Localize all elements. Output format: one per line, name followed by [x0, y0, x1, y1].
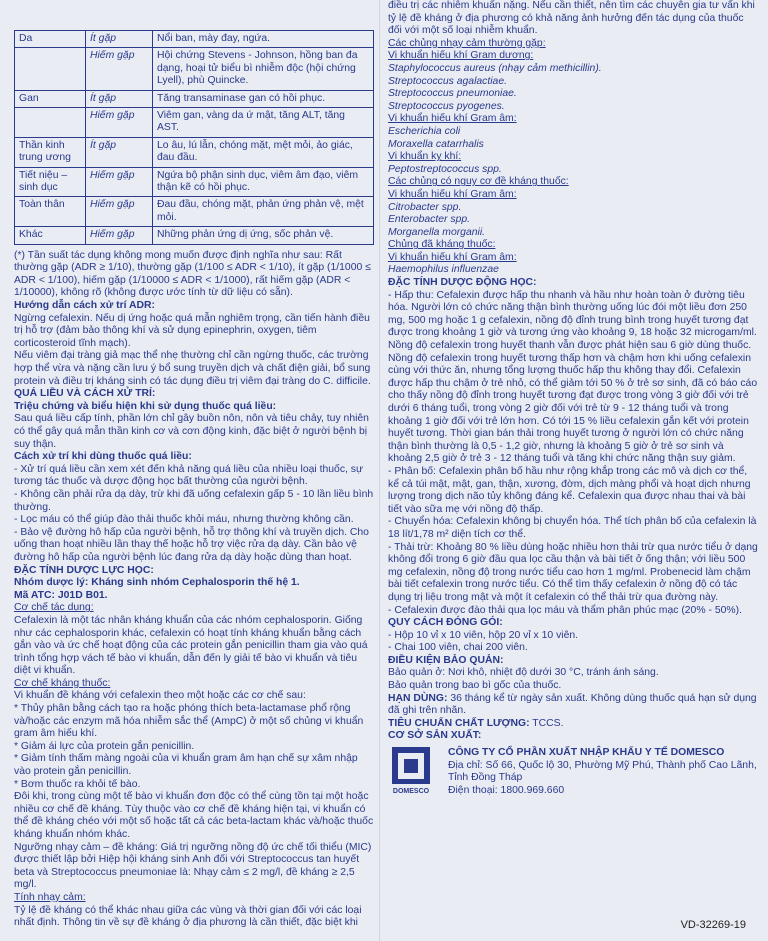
species-item: Streptococcus agalactiae. [388, 75, 507, 87]
inherent-list [388, 264, 758, 277]
symptoms-text: Sau quá liều cấp tính, phần lớn chỉ gây buồn nôn, nôn và tiêu chảy, tuy nhiên có thể gây quá mẫn thần kinh cơ và cơn động kinh, đặc biệt ở người bệnh bị suy thận. [14, 413, 369, 450]
address-line-2: Tỉnh Đồng Tháp [448, 772, 523, 784]
treatment-title: Cách xử trí khi dùng thuốc quá liều: [14, 451, 192, 463]
mechanism-title: Cơ chế tác dụng: [14, 602, 94, 614]
domesco-logo [388, 747, 434, 799]
pk-excretion: - Thải trừ: Khoảng 80 % liều dùng hoặc nhiều hơn thải trừ qua nước tiểu ở dạng không đổi trong 6 giờ đầu qua lọc cầu thận và bài tiết ở ống thận; với liều 500 mg cefalexin, nồng độ trong nước tiểu cao hơn 1 mg/ml. Probenecid làm chậm bài tiết cefalexin trong nước tiểu. Có thể tìm thấy cefalexin ở nồng độ có tác dụng trị liệu trong mật và một ít cefalexin có thể thải trừ qua đường này. [388, 541, 758, 603]
quality-standard [388, 718, 758, 731]
susceptibility-title: Tính nhạy cảm: [14, 891, 86, 903]
storage-2: Bảo quản trong bao bì gốc của thuốc. [388, 680, 562, 692]
adr-frequency: Hiếm gặp [86, 197, 153, 227]
adr-frequency: Hiếm gặp [86, 108, 153, 138]
mechanism-text: Cefalexin là một tác nhân kháng khuẩn của các nhóm cephalosporin. Giống như các cephalosporin khác, cefalexin có hoạt tính kháng khuẩn bằng cách gắn vào và ức chế hoạt động của các protein gắn penicillin tham gia vào quá trình tổng hợp vách tế bào vi khuẩn, dẫn đến ly giải tế bào vi khuẩn và tiêu diệt vi khuẩn. [14, 614, 368, 677]
adr-effect: Lo âu, lú lẫn, chóng mặt, mệt mỏi, ảo giác, đau đầu. [153, 137, 374, 167]
species-item: Peptostreptococcus spp. [388, 163, 502, 175]
adr-row [15, 48, 374, 90]
left-column [14, 0, 374, 930]
pd-title: ĐẶC TÍNH DƯỢC LỰC HỌC: [14, 564, 154, 576]
gram-negative-list [388, 126, 758, 151]
adr-frequency: Ít gặp [86, 31, 153, 48]
storage-1: Bảo quản ở: Nơi khô, nhiệt độ dưới 30 °C, tránh ánh sáng. [388, 667, 659, 679]
adr-frequency: Ít gặp [86, 90, 153, 107]
adr-row [15, 197, 374, 227]
risk-title: Các chủng có nguy cơ đề kháng thuốc: [388, 176, 569, 188]
adr-frequency: Ít gặp [86, 137, 153, 167]
adr-guide-2: Nếu viêm đại tràng giả mạc thể nhẹ thường chỉ cần ngừng thuốc, các trường hợp thể vừa và nặng cần lưu ý bổ sung truyền dịch và chất điện giải, bổ sung protein và điều trị kháng sinh có tác dụng điều trị viêm đại tràng do C. difficile. [14, 350, 371, 387]
adr-row [15, 108, 374, 138]
std-label: TIÊU CHUẨN CHẤT LƯỢNG: [388, 717, 530, 729]
company-name: CÔNG TY CỔ PHẦN XUẤT NHẬP KHẨU Y TẾ DOMESCO [448, 747, 725, 759]
right-column [388, 0, 758, 799]
treatment-3: - Lọc máu có thể giúp đào thải thuốc khỏi máu, nhưng thường không cần. [14, 514, 354, 526]
gram-positive-list [388, 63, 758, 113]
gram-negative-title: Vi khuẩn hiếu khí Gram âm: [388, 113, 517, 125]
shelf-text: 36 tháng kể từ ngày sản xuất. Không dùng thuốc quá hạn sử dụng đã ghi trên nhãn. [388, 692, 757, 717]
species-item: Streptococcus pneumoniae. [388, 88, 517, 100]
resistance-3: * Giảm tính thấm màng ngoài của vi khuẩn gram âm hạn chế sự xâm nhập vào protein gắn penicillin. [14, 753, 358, 778]
adr-organ: Khác [15, 227, 86, 244]
adr-row [15, 167, 374, 197]
species-item: Streptococcus pyogenes. [388, 100, 505, 112]
gram-positive-title: Vi khuẩn hiếu khí Gram dương: [388, 50, 534, 62]
treatment-1: - Xử trí quá liều cần xem xét đến khả năng quá liều của nhiều loại thuốc, sự tương tác thuốc và dược động học bất thường của người bệnh. [14, 463, 363, 488]
adr-footnote: (*) Tần suất tác dụng không mong muốn được định nghĩa như sau: Rất thường gặp (ADR ≥ 1/10), thường gặp (1/100 ≤ ADR < 1/10), ít gặp (1/1000 ≤ ADR < 1/100), hiếm gặp (1/10000 ≤ ADR < 1/1000), rất hiếm gặp (ADR < 1/10000), không rõ (không được ước tính từ dữ liệu có sẵn). [14, 249, 371, 299]
treatment-2: - Không cần phải rửa dạ dày, trừ khi đã uống cefalexin gấp 5 - 10 lần liều bình thường. [14, 488, 374, 513]
pd-group: Nhóm dược lý: Kháng sinh nhóm Cephalosporin thế hệ 1. [14, 577, 300, 589]
resistance-2: * Giảm ái lực của protein gắn penicillin. [14, 740, 195, 752]
species-item: Escherichia coli [388, 125, 461, 137]
manufacturer-title: CƠ SỞ SẢN XUẤT: [388, 730, 482, 742]
manufacturer-block [388, 747, 758, 799]
sensitive-title: Các chủng nhạy cảm thường gặp: [388, 37, 546, 49]
pack-title: QUY CÁCH ĐÓNG GÓI: [388, 617, 503, 629]
symptoms-title: Triệu chứng và biểu hiện khi sử dụng thuốc quá liều: [14, 400, 277, 412]
domesco-logo-icon [392, 747, 430, 784]
adr-row [15, 31, 374, 48]
address-line-1: Địa chỉ: Số 66, Quốc lộ 30, Phường Mỹ Phú, Thành phố Cao Lãnh, [448, 759, 757, 771]
shelf-life [388, 693, 758, 718]
species-item: Enterobacter spp. [388, 214, 471, 226]
resistance-5: Đôi khi, trong cùng một tế bào vi khuẩn đơn độc có thể cùng tồn tại một hoặc nhiều cơ chế đề kháng. Tùy thuộc vào cơ chế đề kháng hiện tại, vi khuẩn có thể đề kháng chéo với một số hoặc tất cả các beta-lactam khác và/hoặc thuốc kháng khuẩn nhóm khác. [14, 791, 374, 840]
continued-text: điều trị các nhiễm khuẩn nặng. Nếu cần thiết, nên tìm các chuyên gia tư vấn khi tỷ lệ đề kháng ở địa phương có khả năng ảnh hưởng đến tác dụng của thuốc đối với một số loại nhiễm khuẩn. [388, 0, 755, 37]
pack-2: - Chai 100 viên, chai 200 viên. [388, 642, 528, 654]
adr-organ: Da [15, 31, 86, 48]
species-item: Citrobacter spp. [388, 201, 462, 213]
adr-guide-title: Hướng dẫn cách xử trí ADR: [14, 300, 155, 312]
adr-organ: Tiết niệu – sinh dục [15, 167, 86, 197]
adr-frequency: Hiếm gặp [86, 48, 153, 90]
adr-effect: Những phản ứng dị ứng, sốc phản vệ. [153, 227, 374, 244]
resistance-1: * Thủy phân bằng cách tạo ra hoặc phóng thích beta-lactamase phổ rộng và/hoặc các enzym mã hóa nhiễm sắc thể (AmpC) ở một số chủng vi khuẩn gram âm hiếu khí. [14, 703, 364, 740]
adr-organ [15, 48, 86, 90]
anaerobic-title: Vi khuẩn kỵ khí: [388, 151, 462, 163]
std-text: TCCS. [532, 717, 564, 729]
page-fold [379, 0, 380, 941]
breakpoint-text: Ngưỡng nhạy cảm – đề kháng: Giá trị ngưỡng nồng độ ức chế tối thiểu (MIC) được thiết lập bởi Hiệp hội kháng sinh Anh đối với Streptococcus tan huyết beta và Streptococcus pneumoniae là: Nhạy cảm ≤ 2 mg/l, đề kháng ≥ 2,5 mg/l. [14, 841, 372, 891]
resistance-4: * Bơm thuốc ra khỏi tế bào. [14, 778, 141, 790]
adr-organ: Thần kinh trung ương [15, 137, 86, 167]
registration-number: VD-32269-19 [680, 919, 746, 931]
pk-absorption: - Hấp thu: Cefalexin được hấp thu nhanh và hầu như hoàn toàn ở đường tiêu hóa. Người lớn có chức năng thận bình thường uống lúc đói một liều đơn 250 mg, 500 mg hoặc 1 g cefalexin, nồng độ đỉnh trung bình trong huyết tương đạt được trong khoảng 1 giờ và tương ứng vào khoảng 9, 18 hoặc 32 microgam/ml. Nồng độ cefalexin trong huyết thanh vẫn được phát hiện sau 6 giờ dùng thuốc. Nồng độ cefalexin trong huyết tương thấp hơn và chậm hơn khi uống cefalexin cùng với thức ăn, nhưng tổng lượng thuốc hấp thu không thay đổi. Cefalexin được hấp thu chậm ở trẻ nhỏ, có thể giảm tới 50 % ở trẻ sơ sinh, đã có báo cáo cho thấy nồng độ đỉnh trong huyết tương đạt được trong vòng 3 giờ đối với trẻ dưới 6 tháng tuổi, trong vòng 2 giờ đối với trẻ từ 9 - 12 tháng tuổi và trong khoảng 1 giờ đối với trẻ lớn hơn. Có tới 15 % liều cefalexin gắn kết với protein huyết tương. Thời gian bán thải trong huyết tương ở người lớn có chức năng thận bình thường là 0,5 - 1,2 giờ, nhưng là khoảng 5 giờ ở trẻ sơ sinh và khoảng 2,5 giờ ở trẻ 3 - 12 tháng tuổi và tăng khi chức năng thận suy giảm. [388, 289, 758, 465]
species-item: Morganella morganii. [388, 226, 486, 238]
resistance-title: Cơ chế kháng thuốc: [14, 677, 111, 689]
adr-row [15, 227, 374, 244]
risk-gram-negative: Vi khuẩn hiếu khí Gram âm: [388, 188, 517, 200]
storage-title: ĐIỀU KIỆN BẢO QUẢN: [388, 654, 504, 666]
adr-organ [15, 108, 86, 138]
risk-list [388, 202, 758, 240]
pk-distribution: - Phân bố: Cefalexin phân bố hầu như rộng khắp trong các mô và dịch cơ thể, kể cả túi mật, mật, gan, thận, xương, đờm, dịch màng phổi và hoạt dịch nhưng lượng trong dịch não tủy không đáng kể. Cefalexin qua được nhau thai và bài tiết vào sữa mẹ với nồng độ thấp. [388, 465, 751, 515]
shelf-label: HẠN DÙNG: [388, 692, 448, 704]
adr-organ: Toàn thân [15, 197, 86, 227]
pk-dialysis: - Cefalexin được đào thải qua lọc máu và thẩm phân phúc mạc (20% - 50%). [388, 604, 742, 616]
pk-metabolism: - Chuyển hóa: Cefalexin không bị chuyển hóa. Thể tích phân bố của cefalexin là 18 lít/1,78 m² diện tích cơ thể. [388, 516, 757, 540]
susceptibility-text: Tỷ lệ đề kháng có thể khác nhau giữa các vùng và thời gian đối với các loại nhất định. Thông tin về sự đề kháng ở địa phương là cần thiết, đặc biệt khi [14, 904, 362, 929]
anaerobic-list [388, 164, 758, 177]
adr-effect: Đau đầu, chóng mặt, phản ứng phản vệ, mệt mỏi. [153, 197, 374, 227]
pk-title: ĐẶC TÍNH DƯỢC ĐỘNG HỌC: [388, 277, 537, 289]
treatment-4: - Bảo vệ đường hô hấp của người bệnh, hỗ trợ thông khí và truyền dịch. Cho uống than hoạt nhiều lần thay thế hoặc hỗ trợ việc rửa dạ dày. Cần bảo vệ đường hô hấp của người bệnh lúc đang rửa dạ dày hoặc dùng than hoạt. [14, 526, 369, 563]
logo-text: DOMESCO [392, 788, 430, 796]
adr-effect: Ngứa bộ phận sinh dục, viêm âm đạo, viêm thận kẽ có hồi phục. [153, 167, 374, 197]
adr-frequency: Hiếm gặp [86, 167, 153, 197]
inherent-gram-negative: Vi khuẩn hiếu khí Gram âm: [388, 251, 517, 263]
pd-atc: Mã ATC: J01D B01. [14, 589, 108, 601]
adr-row [15, 137, 374, 167]
pack-1: - Hộp 10 vỉ x 10 viên, hộp 20 vỉ x 10 viên. [388, 629, 579, 641]
adr-row [15, 90, 374, 107]
adr-frequency: Hiếm gặp [86, 227, 153, 244]
species-item: Moraxella catarrhalis [388, 138, 484, 150]
adr-organ: Gan [15, 90, 86, 107]
species-item: Haemophilus influenzae [388, 264, 499, 276]
adr-effect: Hội chứng Stevens - Johnson, hồng ban đa dạng, hoại tử biểu bì nhiễm độc (hội chứng Lyell), phù Quincke. [153, 48, 374, 90]
adr-effect: Tăng transaminase gan có hồi phục. [153, 90, 374, 107]
adr-effect: Viêm gan, vàng da ứ mật, tăng ALT, tăng AST. [153, 108, 374, 138]
adr-guide-1: Ngừng cefalexin. Nếu dị ứng hoặc quá mẫn nghiêm trọng, cần tiến hành điều trị hỗ trợ (đảm bảo thông khí và sử dụng epinephrin, oxygen, tiêm corticosteroid tĩnh mạch). [14, 312, 370, 349]
inherent-title: Chủng đã kháng thuốc: [388, 239, 496, 251]
phone: Điện thoại: 1800.969.660 [448, 784, 565, 796]
resistance-intro: Vi khuẩn đề kháng với cefalexin theo một hoặc các cơ chế sau: [14, 690, 306, 702]
adr-table [14, 30, 374, 245]
adr-effect: Nổi ban, mày đay, ngứa. [153, 31, 374, 48]
manufacturer-info [448, 747, 757, 797]
overdose-title: QUÁ LIỀU VÀ CÁCH XỬ TRÍ: [14, 388, 156, 400]
species-item: Staphylococcus aureus (nhạy cảm methicillin). [388, 62, 602, 74]
